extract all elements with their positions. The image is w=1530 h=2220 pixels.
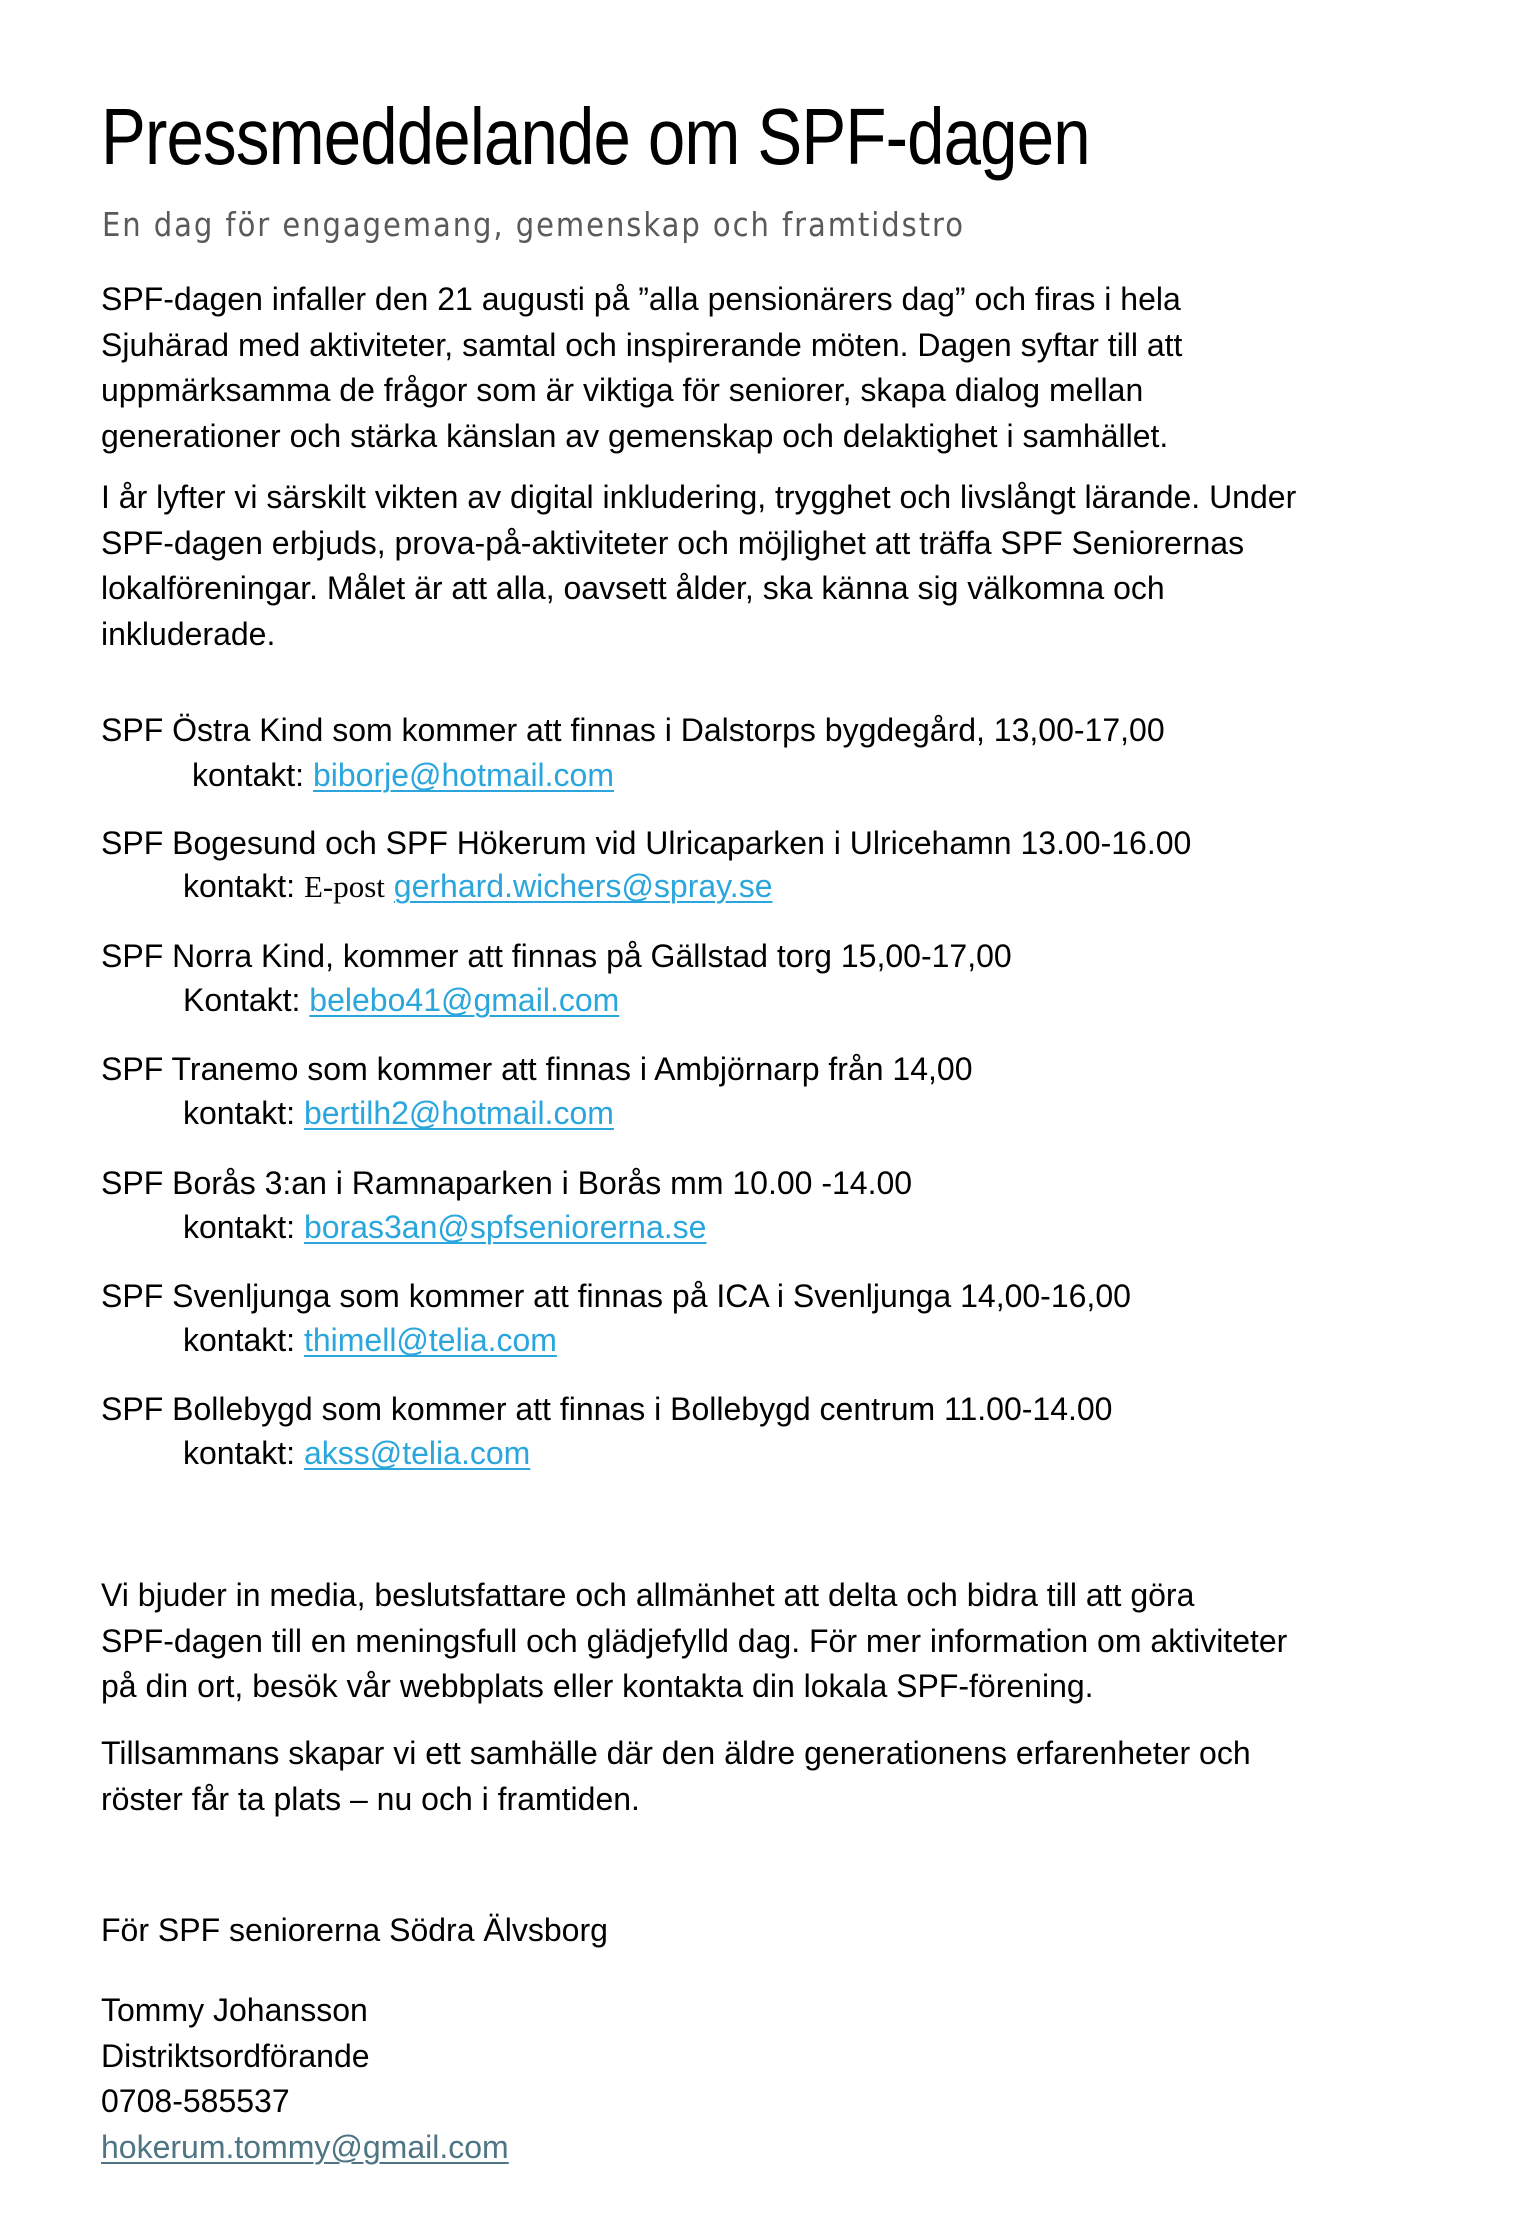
text-line: Tillsammans skapar vi ett samhälle där den äldre generationens erfarenheter och [101, 1735, 1251, 1771]
entry-contact [183, 980, 619, 1020]
entry-contact [183, 1207, 706, 1247]
closing-paragraph-1 [101, 1573, 1287, 1710]
email-link[interactable]: akss@telia.com [303, 1435, 531, 1471]
text-line: uppmärksamma de frågor som är viktiga för seniorer, skapa dialog mellan [101, 372, 1144, 408]
entry-contact [183, 1433, 530, 1473]
text-line: SPF-dagen till en meningsfull och glädjefylld dag. För mer information om aktiviteter [101, 1622, 1288, 1659]
contact-label: kontakt: [183, 1322, 296, 1358]
email-link[interactable]: belebo41@gmail.com [309, 982, 620, 1018]
entry-text: SPF Östra Kind som kommer att finnas i Dalstorps bygdegård, 13,00-17,00 [101, 712, 1165, 748]
signature-phone: 0708-585537 [101, 2083, 290, 2119]
entry-text: SPF Bollebygd som kommer att finnas i Bollebygd centrum 11.00-14.00 [101, 1391, 1113, 1427]
contact-label: kontakt: [183, 868, 296, 904]
contact-label: kontakt: [183, 1209, 296, 1245]
contact-label: Kontakt: [183, 982, 301, 1018]
entry-text: SPF Tranemo som kommer att finnas i Ambjörnarp från 14,00 [101, 1051, 973, 1087]
text-line: SPF-dagen infaller den 21 augusti på ”alla pensionärers dag” och firas i hela [101, 281, 1181, 317]
text-line: lokalföreningar. Målet är att alla, oavsett ålder, ska känna sig välkomna och [101, 570, 1165, 606]
intro-paragraph-2 [101, 475, 1296, 657]
email-link[interactable]: biborje@hotmail.com [312, 757, 614, 793]
contact-label: kontakt: [192, 757, 305, 793]
contact-label: kontakt: [183, 1095, 296, 1131]
intro-paragraph-1 [101, 277, 1182, 459]
signature-name: Tommy Johansson [101, 1992, 368, 2028]
page-subtitle: En dag för engagemang, gemenskap och framtidstro [102, 205, 966, 244]
entry-contact [183, 1320, 557, 1360]
signature-block [101, 1988, 509, 2170]
text-line: på din ort, besök vår webbplats eller kontakta din lokala SPF-förening. [101, 1668, 1094, 1704]
contact-label: kontakt: [183, 1435, 296, 1471]
text-line: SPF-dagen erbjuds, prova-på-aktiviteter och möjlighet att träffa SPF Seniorernas [101, 524, 1245, 561]
text-line: Sjuhärad med aktiviteter, samtal och inspirerande möten. Dagen syftar till att [101, 326, 1183, 363]
email-link[interactable]: bertilh2@hotmail.com [303, 1095, 614, 1131]
entry-text: SPF Borås 3:an i Ramnaparken i Borås mm 10.00 -14.00 [101, 1165, 913, 1201]
entry-contact [192, 755, 614, 795]
text-line: generationer och stärka känslan av gemenskap och delaktighet i samhället. [101, 417, 1169, 454]
entry-text: SPF Norra Kind, kommer att finnas på Gällstad torg 15,00-17,00 [101, 938, 1012, 974]
email-link[interactable]: thimell@telia.com [303, 1322, 557, 1358]
signature-email-link[interactable]: hokerum.tommy@gmail.com [101, 2128, 509, 2165]
entry-contact [183, 866, 772, 907]
entry-text: SPF Svenljunga som kommer att finnas på ICA i Svenljunga 14,00-16,00 [101, 1278, 1131, 1314]
text-line: Vi bjuder in media, beslutsfattare och allmänhet att delta och bidra till att göra [101, 1577, 1195, 1613]
email-link[interactable]: gerhard.wichers@spray.se [393, 868, 773, 904]
page-title: Pressmeddelande om SPF-dagen [101, 92, 1090, 181]
email-link[interactable]: boras3an@spfseniorerna.se [303, 1209, 707, 1245]
closing-paragraph-2 [101, 1731, 1251, 1822]
text-line: inkluderade. [101, 615, 276, 652]
text-line: I år lyfter vi särskilt vikten av digital inkludering, trygghet och livslångt lärande. Under [101, 479, 1297, 515]
email-prefix: E-post [303, 869, 385, 904]
entry-contact [183, 1093, 614, 1133]
signature-org: För SPF seniorerna Södra Älvsborg [101, 1912, 608, 1948]
signature-role: Distriktsordförande [101, 2037, 370, 2074]
entry-text: SPF Bogesund och SPF Hökerum vid Ulricaparken i Ulricehamn 13.00-16.00 [101, 825, 1192, 861]
text-line: röster får ta plats – nu och i framtiden. [101, 1780, 640, 1817]
